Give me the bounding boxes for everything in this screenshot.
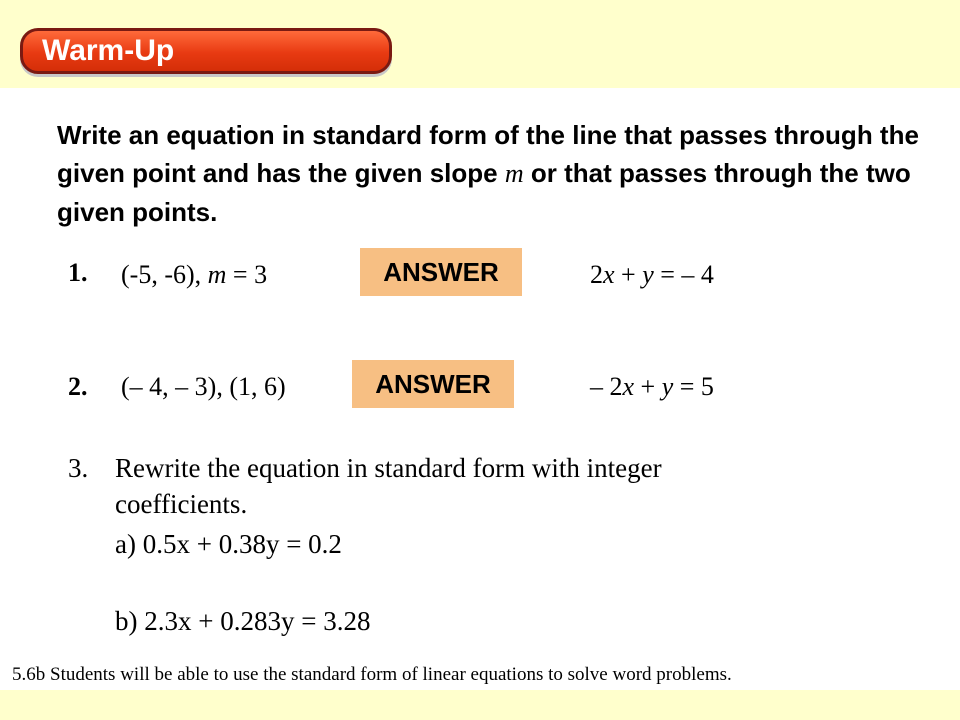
problem-3-line2: coefficients. [115,489,248,519]
problem-1-answer-button[interactable]: ANSWER [360,248,522,296]
problem-2-answer: – 2x + y = 5 [590,372,714,401]
instructions-text-2: or that passes through the two given points. [57,158,911,227]
problem-1-answer: 2x + y = – 4 [590,260,714,289]
problem-2-number: 2. [68,372,88,401]
footer-band [0,690,960,720]
problem-3-part-b: b) 2.3x + 0.283y = 3.28 [115,606,371,636]
problem-3-part-a: a) 0.5x + 0.38y = 0.2 [115,529,342,559]
problem-3-line1: Rewrite the equation in standard form with integer [115,453,662,483]
slope-variable: m [504,159,524,188]
instructions-text-1: Write an equation in standard form of the line that passes through the given point and has the given slope [57,120,919,188]
problem-3-number: 3. [68,453,89,483]
objective-footer: 5.6b Students will be able to use the standard form of linear equations to solve word problems. [12,664,732,685]
problem-2-answer-button[interactable]: ANSWER [352,360,514,408]
instructions [57,116,947,231]
page-title: Warm-Up [42,34,175,67]
problem-1-given: (-5, -6), m = 3 [121,260,268,289]
problem-1-number: 1. [68,258,88,287]
problem-2-given: (– 4, – 3), (1, 6) [121,372,286,401]
